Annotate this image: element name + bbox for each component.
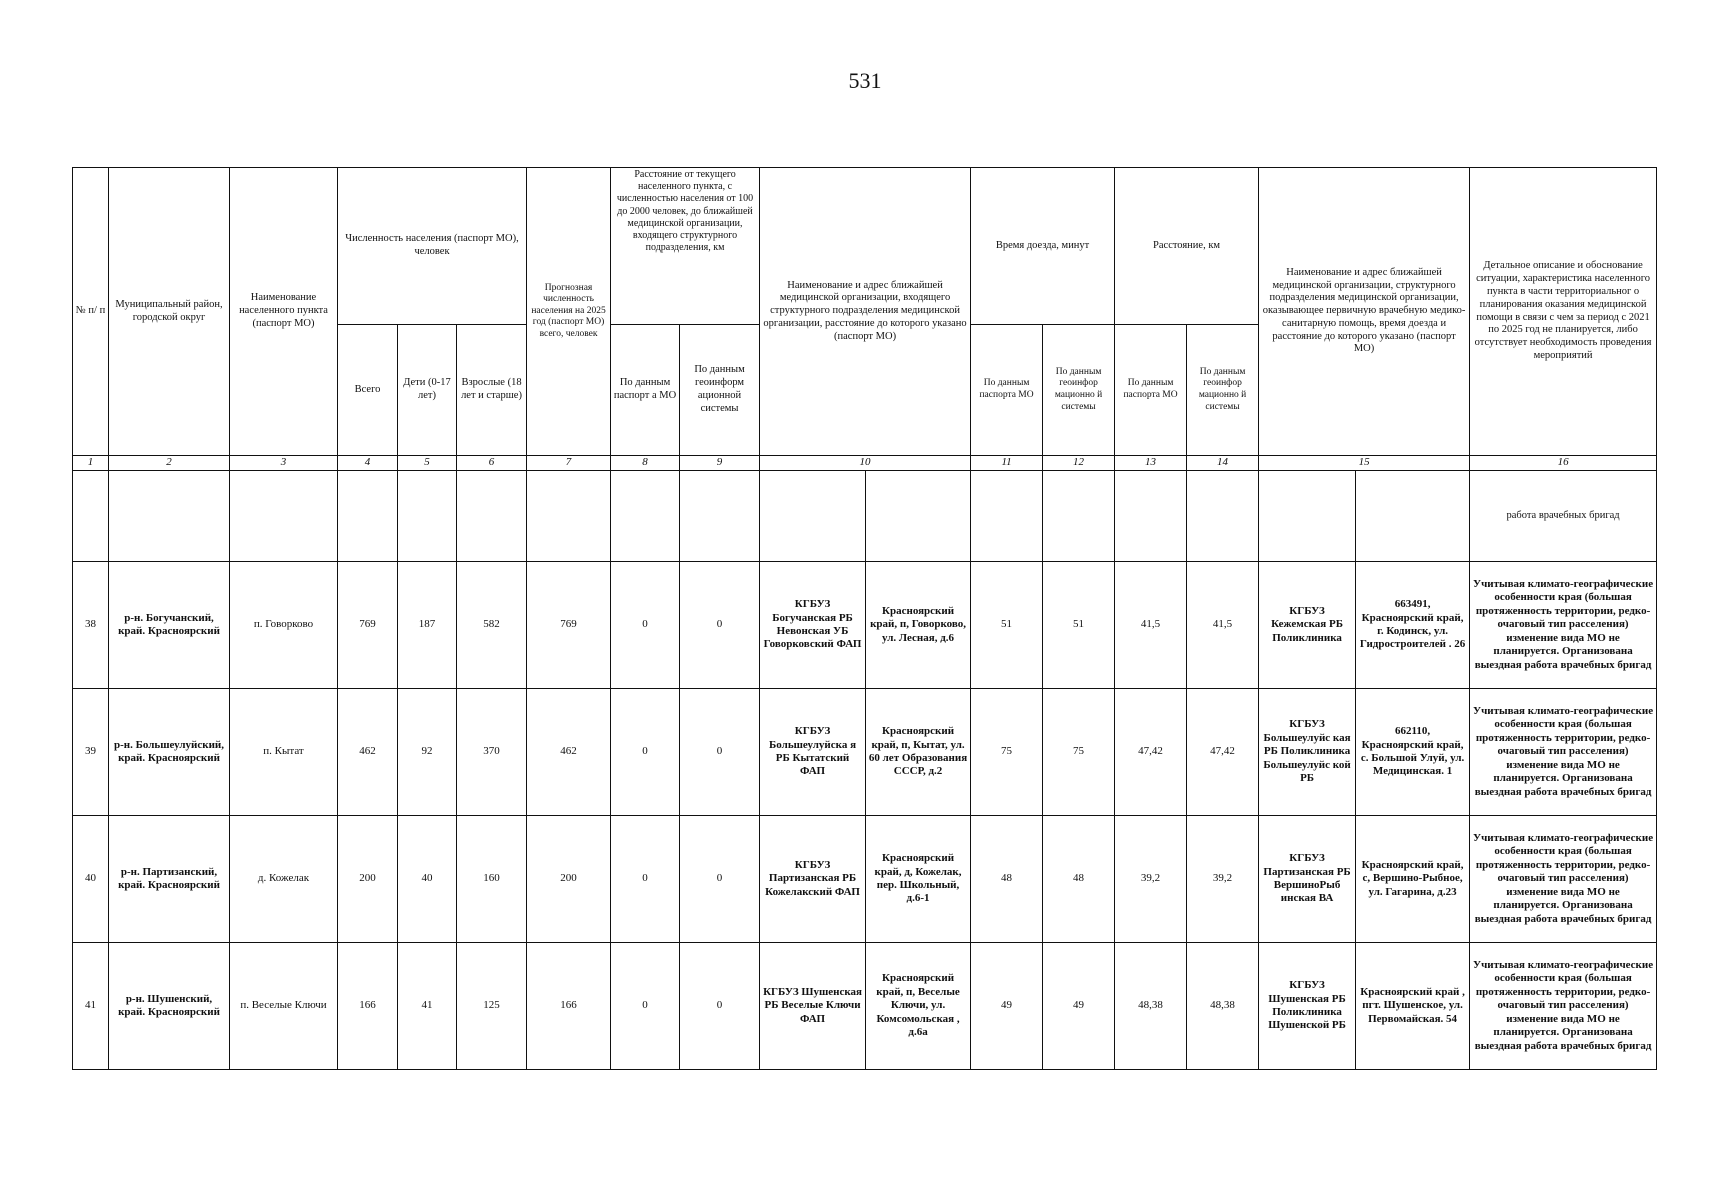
header-time-passport: По данным паспорта МО [971,325,1043,456]
description-cell: Учитывая климато-географические особенности края (большая протяженность территории, редко-очаговый тип расселения) изменение вида МО не планируется. Организована выездная работа врачебных бригад [1470,943,1657,1070]
forecast-cell: 166 [527,943,611,1070]
children-cell: 187 [398,562,457,689]
time-passport-cell: 75 [971,689,1043,816]
km-passport-cell: 48,38 [1115,943,1187,1070]
org-address-cell: Красноярский край, д, Кожелак, пер. Школьный, д.6-1 [866,816,971,943]
settlement-cell: п. Веселые Ключи [230,943,338,1070]
pmsp-name-cell: КГБУЗ Кежемская РБ Поликлиника [1259,562,1356,689]
km-gis-cell: 48,38 [1187,943,1259,1070]
header-children: Дети (0-17 лет) [398,325,457,456]
description-cell: Учитывая климато-географические особенности края (большая протяженность территории, редко-очаговый тип расселения) изменение вида МО не планируется. Организована выездная работа врачебных бригад [1470,689,1657,816]
children-cell: 40 [398,816,457,943]
km-gis-cell: 47,42 [1187,689,1259,816]
dist-passport-cell: 0 [611,816,680,943]
column-number: 16 [1470,456,1657,471]
table-row [73,816,1657,943]
km-passport-cell: 47,42 [1115,689,1187,816]
district-cell: р-н. Большеулуйский, край. Красноярский [109,689,230,816]
org-name-cell: КГБУЗ Партизанская РБ Кожелакский ФАП [760,816,866,943]
row-number: 38 [73,562,109,689]
header-description: Детальное описание и обоснование ситуации, характеристика населенного пункта в части территориальног о планирования оказания медицинской помощи в связи с чем за период с 2021 по 2025 год не планируется, либо отсутствует необходимость проведения мероприятий [1470,168,1657,456]
pmsp-address-cell: Красноярский край, с, Вершино-Рыбное, ул. Гагарина, д.23 [1356,816,1470,943]
header-travel-time-group: Время доезда, минут [971,168,1115,325]
pmsp-address-cell: 662110, Красноярский край, с. Большой Улуй, ул. Медицинская. 1 [1356,689,1470,816]
header-dist-gis: По данным геоинформ ационной системы [680,325,760,456]
header-settlement: Наименование населенного пункта (паспорт МО) [230,168,338,456]
km-gis-cell: 39,2 [1187,816,1259,943]
time-gis-cell: 49 [1043,943,1115,1070]
header-number: № п/ п [73,168,109,456]
column-number: 8 [611,456,680,471]
children-cell: 41 [398,943,457,1070]
adults-cell: 370 [457,689,527,816]
time-passport-cell: 49 [971,943,1043,1070]
header-district: Муниципальный район, городской округ [109,168,230,456]
header-time-gis: По данным геоинфор мационно й системы [1043,325,1115,456]
time-gis-cell: 48 [1043,816,1115,943]
org-address-cell: Красноярский край, п, Говорково, ул. Лесная, д.6 [866,562,971,689]
children-cell: 92 [398,689,457,816]
district-cell: р-н. Партизанский, край. Красноярский [109,816,230,943]
header-dist-passport: По данным паспорт а МО [611,325,680,456]
settlement-cell: д. Кожелак [230,816,338,943]
header-nearest-org: Наименование и адрес ближайшей медицинской организации, входящего структурного подразделения медицинской организации, расстояние до которого указано (паспорт МО) [760,168,971,456]
pmsp-name-cell: КГБУЗ Большеулуйс кая РБ Поликлиника Большеулуйс кой РБ [1259,689,1356,816]
dist-gis-cell: 0 [680,689,760,816]
km-gis-cell: 41,5 [1187,562,1259,689]
settlements-table [72,167,1657,1070]
time-passport-cell: 51 [971,562,1043,689]
column-number: 1 [73,456,109,471]
column-number: 3 [230,456,338,471]
column-number: 12 [1043,456,1115,471]
column-number: 4 [338,456,398,471]
pmsp-name-cell: КГБУЗ Шушенская РБ Поликлиника Шушенской РБ [1259,943,1356,1070]
dist-passport-cell: 0 [611,689,680,816]
header-adults: Взрослые (18 лет и старше) [457,325,527,456]
description-cell: Учитывая климато-географические особенности края (большая протяженность территории, редко-очаговый тип расселения) изменение вида МО не планируется. Организована выездная работа врачебных бригад [1470,816,1657,943]
time-gis-cell: 75 [1043,689,1115,816]
column-number: 5 [398,456,457,471]
pmsp-name-cell: КГБУЗ Партизанская РБ ВершиноРыб инская ВА [1259,816,1356,943]
org-address-cell: Красноярский край, п, Веселые Ключи, ул. Комсомольская , д.6а [866,943,971,1070]
continuation-text: работа врачебных бригад [1470,471,1657,562]
column-numbers-row [73,456,1657,471]
header-distance-current-group: Расстояние от текущего населенного пункта, с численностью населения от 100 до 2000 человек, до ближайшей медицинской организации, входящего структурного подразделения, км [611,168,760,325]
dist-gis-cell: 0 [680,943,760,1070]
column-number: 9 [680,456,760,471]
org-address-cell: Красноярский край, п, Кытат, ул. 60 лет Образования СССР, д.2 [866,689,971,816]
dist-passport-cell: 0 [611,562,680,689]
header-forecast: Прогнозная численность населения на 2025 год (паспорт МО) всего, человек [527,168,611,456]
org-name-cell: КГБУЗ Шушенская РБ Веселые Ключи ФАП [760,943,866,1070]
forecast-cell: 769 [527,562,611,689]
continuation-row [73,471,1657,562]
adults-cell: 582 [457,562,527,689]
forecast-cell: 200 [527,816,611,943]
dist-gis-cell: 0 [680,816,760,943]
header-total: Всего [338,325,398,456]
header-population-group: Численность населения (паспорт МО), человек [338,168,527,325]
column-number: 13 [1115,456,1187,471]
row-number: 39 [73,689,109,816]
pmsp-address-cell: Красноярский край , пгт. Шушенское, ул. Первомайская. 54 [1356,943,1470,1070]
total-cell: 769 [338,562,398,689]
dist-passport-cell: 0 [611,943,680,1070]
column-number: 10 [760,456,971,471]
km-passport-cell: 41,5 [1115,562,1187,689]
description-cell: Учитывая климато-географические особенности края (большая протяженность территории, редко-очаговый тип расселения) изменение вида МО не планируется. Организована выездная работа врачебных бригад [1470,562,1657,689]
district-cell: р-н. Богучанский, край. Красноярский [109,562,230,689]
settlement-cell: п. Говорково [230,562,338,689]
column-number: 2 [109,456,230,471]
column-number: 7 [527,456,611,471]
row-number: 41 [73,943,109,1070]
header-distance-group: Расстояние, км [1115,168,1259,325]
header-pmsp-org: Наименование и адрес ближайшей медицинской организации, структурного подразделения медицинской организации, оказывающее первичную врачебную медико-санитарную помощь, время доезда и расстояние до которого указано (паспорт МО) [1259,168,1470,456]
header-km-passport: По данным паспорта МО [1115,325,1187,456]
forecast-cell: 462 [527,689,611,816]
total-cell: 462 [338,689,398,816]
adults-cell: 160 [457,816,527,943]
time-passport-cell: 48 [971,816,1043,943]
time-gis-cell: 51 [1043,562,1115,689]
total-cell: 200 [338,816,398,943]
page-number: 531 [848,68,882,93]
pmsp-address-cell: 663491, Красноярский край, г. Кодинск, ул. Гидростроителей . 26 [1356,562,1470,689]
org-name-cell: КГБУЗ Большеулуйска я РБ Кытатский ФАП [760,689,866,816]
dist-gis-cell: 0 [680,562,760,689]
settlement-cell: п. Кытат [230,689,338,816]
column-number: 11 [971,456,1043,471]
header-km-gis: По данным геоинфор мационно й системы [1187,325,1259,456]
km-passport-cell: 39,2 [1115,816,1187,943]
total-cell: 166 [338,943,398,1070]
row-number: 40 [73,816,109,943]
adults-cell: 125 [457,943,527,1070]
column-number: 14 [1187,456,1259,471]
table-row [73,943,1657,1070]
column-number: 6 [457,456,527,471]
org-name-cell: КГБУЗ Богучанская РБ Невонская УБ Говорковский ФАП [760,562,866,689]
district-cell: р-н. Шушенский, край. Красноярский [109,943,230,1070]
column-number: 15 [1259,456,1470,471]
table-row [73,689,1657,816]
table-row [73,562,1657,689]
